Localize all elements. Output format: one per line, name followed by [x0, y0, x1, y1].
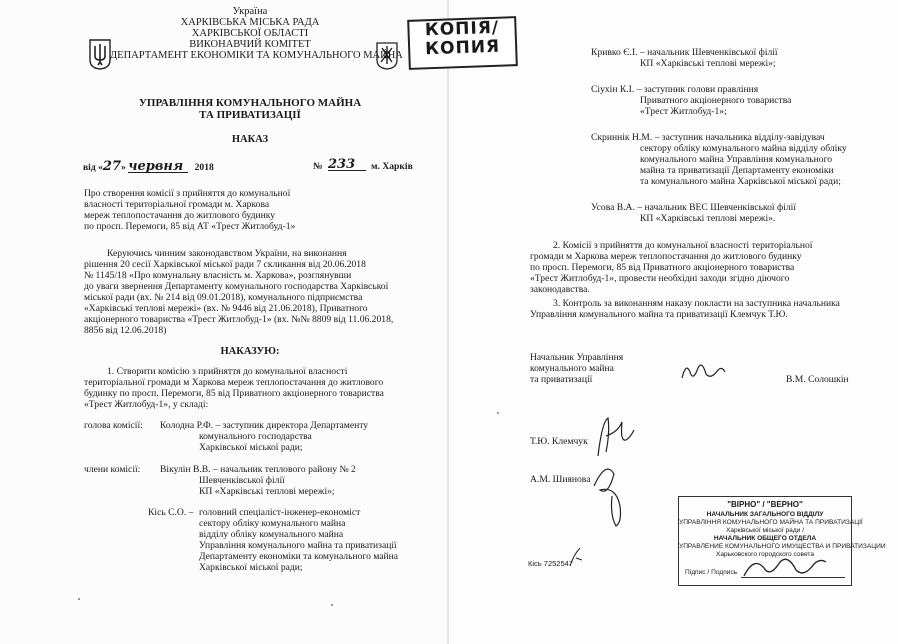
header-exec-committee: ВИКОНАВЧИЙ КОМІТЕТ	[189, 39, 311, 50]
member-detail: майна та приватизації Департаменту економіки	[640, 165, 834, 176]
member-name: Скриннік Н.М. – заступник начальника відділу-завідувач	[591, 132, 825, 143]
subject-line: по просп. Перемоги, 85 від АТ «Трест Житлобуд-1»	[84, 221, 296, 232]
header-oblast: ХАРКІВСЬКОЇ ОБЛАСТІ	[191, 28, 309, 39]
member-detail: Приватного акціонерного товариства	[640, 95, 792, 106]
preamble-line: рішення 20 сесії Харківської міської ради 7 скликання від 20.06.2018	[84, 259, 366, 270]
date-mid: »	[121, 162, 129, 173]
member-detail: КП «Харківські теплові мережі»;	[199, 486, 335, 497]
item1-line: будинку по просп. Перемоги, 85 від Приватного акціонерного товариства	[84, 388, 384, 399]
date-prefix: від «	[83, 162, 103, 173]
member-detail: КП «Харківські теплові мережі».	[640, 213, 776, 224]
item1-line: територіальної громади м Харкова мереж теплопостачання до житлового	[84, 377, 384, 388]
preamble-line: акціонерного товариства «Трест Житлобуд-1» (вх. №№ 8809 від 11.06.2018,	[84, 314, 394, 325]
member-detail: Шевченківської філії	[199, 475, 285, 486]
item1-line: «Трест Житлобуд-1», у складі:	[84, 399, 209, 410]
stamp-sign-label: Підпис / Подпись	[685, 569, 738, 576]
member-detail: сектору обліку комунального майна відділу обліку	[640, 143, 847, 154]
date-line	[83, 157, 413, 174]
ukraine-trident-emblem	[88, 38, 112, 70]
member-detail: «Трест Житлобуд-1»;	[640, 106, 727, 117]
header-department: ДЕПАРТАМЕНТ ЕКОНОМІКИ ТА КОМУНАЛЬНОГО МАЙНА	[110, 50, 403, 61]
stamp-title: "ВІРНО" / "ВЕРНО"	[727, 500, 803, 509]
page-divider	[447, 0, 449, 644]
preamble-line: до уваги звернення Департаменту комунального господарства Харківської	[84, 281, 389, 292]
stamp-line: НАЧАЛЬНИК ОБЩЕГО ОТДЕЛА	[713, 535, 817, 542]
stamp-line: УПРАВЛЕНИЕ КОМУНАЛЬНОГО ИМУЩЕСТВА И ПРИВАТИЗАЦИИ	[679, 543, 886, 550]
chair-detail: комунального господарства	[199, 431, 312, 442]
approval-name: А.М. Шиянова	[530, 474, 591, 485]
signature-klemchuk	[592, 412, 638, 462]
item1-line: 1. Створити комісію з прийняття до комунальної власності	[107, 366, 348, 377]
stamp-line: УПРАВЛІННЯ КОМУНАЛЬНОГО МАЙНА ТА ПРИВАТИЗАЦІЇ	[679, 519, 863, 526]
member-detail: КП «Харківські теплові мережі»;	[640, 58, 776, 69]
date-year: 2018	[194, 162, 214, 173]
item2-line: 2. Комісії з прийняття до комунальної власності територіальної	[553, 240, 813, 251]
order-city: м. Харків	[371, 161, 413, 172]
member-name: Вікулін В.В. – начальник теплового району № 2	[160, 464, 356, 475]
item3-line: Управління комунального майна та приватизації Клемчук Т.Ю.	[530, 309, 788, 320]
date-day: 27	[102, 159, 121, 174]
member-detail: Управління комунального майна та приватизації	[199, 540, 397, 551]
stamp-signature	[740, 552, 830, 582]
stamp-line: Харьковского городского совета	[715, 551, 815, 558]
preamble-line: міської ради (вх. № 214 від 09.01.2018), комунального підприємства	[84, 292, 363, 303]
signatory-name: В.М. Солошкін	[786, 374, 849, 385]
executor-mark	[566, 546, 586, 568]
member-name: Сіухін К.І. – заступник голови правління	[591, 84, 759, 95]
subject-line: Про створення комісії з прийняття до комунальної	[84, 188, 291, 199]
item3-line: 3. Контроль за виконанням наказу покласти на заступника начальника	[553, 298, 840, 309]
preamble-line: «Харківські теплові мережі» (вх. № 9446 від 21.06.2018), Приватного	[84, 303, 368, 314]
member-detail: головний спеціаліст-інженер-економіст	[199, 507, 361, 518]
signature-head	[678, 358, 728, 388]
management-title-line2: ТА ПРИВАТИЗАЦІЇ	[199, 109, 301, 121]
scan-speck	[331, 604, 333, 606]
member-detail: Харківської міської ради;	[199, 562, 303, 573]
stamp-line: Харківської міської ради /	[725, 527, 805, 534]
scan-speck	[497, 412, 499, 414]
member-detail: сектору обліку комунального майна	[199, 518, 346, 529]
signatory-title: Начальник Управління	[530, 352, 624, 363]
member-name: Кривко Є.І. – начальник Шевченківської філії	[591, 47, 778, 58]
item2-line: законодавства.	[530, 284, 590, 295]
signatory-title: комунального майна	[530, 363, 614, 374]
item2-line: по просп. Перемоги, 85 від Приватного акціонерного товариства	[530, 262, 795, 273]
member-detail: та комунального майна Харківської міської ради;	[640, 176, 841, 187]
member-name: Усова В.А. – начальник ВЕС Шевченківської філії	[591, 202, 796, 213]
stamp-line: НАЧАЛЬНИК ЗАГАЛЬНОГО ВІДДІЛУ	[706, 511, 824, 518]
approval-name: Т.Ю. Клемчук	[530, 436, 588, 447]
preamble-line: 8856 від 12.06.2018)	[84, 325, 167, 336]
member-detail: відділу обліку комунального майна	[199, 529, 344, 540]
management-title-line1: УПРАВЛІННЯ КОМУНАЛЬНОГО МАЙНА	[138, 97, 362, 109]
members-label: члени комісії:	[84, 464, 141, 475]
item2-line: громади м Харкова мереж теплопостачання до житлового будинку	[530, 251, 802, 262]
item2-line: «Трест Житлобуд-1», провести необхідні заходи згідно діючого	[530, 273, 790, 284]
preamble-line: Керуючись чинним законодавством України, на виконання	[107, 248, 347, 259]
subject-line: власності територіальної громади м. Харкова	[84, 199, 270, 210]
member-name: Кісь С.О. –	[148, 507, 194, 518]
document-type: НАКАЗ	[231, 134, 269, 145]
copy-stamp-line2: КОПИЯ	[424, 36, 501, 60]
member-detail: Департаменту економіки та комунального майна	[199, 551, 399, 562]
subject-line: мереж теплопостачання до житлового будинку	[84, 210, 276, 221]
preamble-line: № 1145/18 «Про комунальну власність м. Харкова», розглянувши	[84, 270, 352, 281]
copy-stamp-line1: КОПІЯ/	[424, 17, 500, 41]
executor: Кісь 7252547	[528, 559, 573, 568]
chair-label: голова комісії:	[84, 420, 143, 431]
header-city-council: ХАРКІВСЬКА МІСЬКА РАДА	[180, 17, 320, 28]
order-number-label: №	[313, 161, 323, 172]
chair-detail: Харківської міської ради;	[199, 442, 303, 453]
date-month: червня	[128, 161, 188, 173]
signatory-title: та приватизації	[530, 374, 593, 385]
order-heading: НАКАЗУЮ:	[220, 346, 280, 357]
signature-shyianova	[586, 456, 630, 530]
copy-stamp	[407, 16, 518, 70]
chair-name: Колодна Р.Ф. – заступник директора Департаменту	[160, 420, 369, 431]
header-country: Україна	[232, 6, 268, 17]
scan-speck	[78, 598, 80, 600]
member-detail: комунального майна Управління комунального	[640, 154, 833, 165]
order-number: 233	[328, 159, 366, 171]
